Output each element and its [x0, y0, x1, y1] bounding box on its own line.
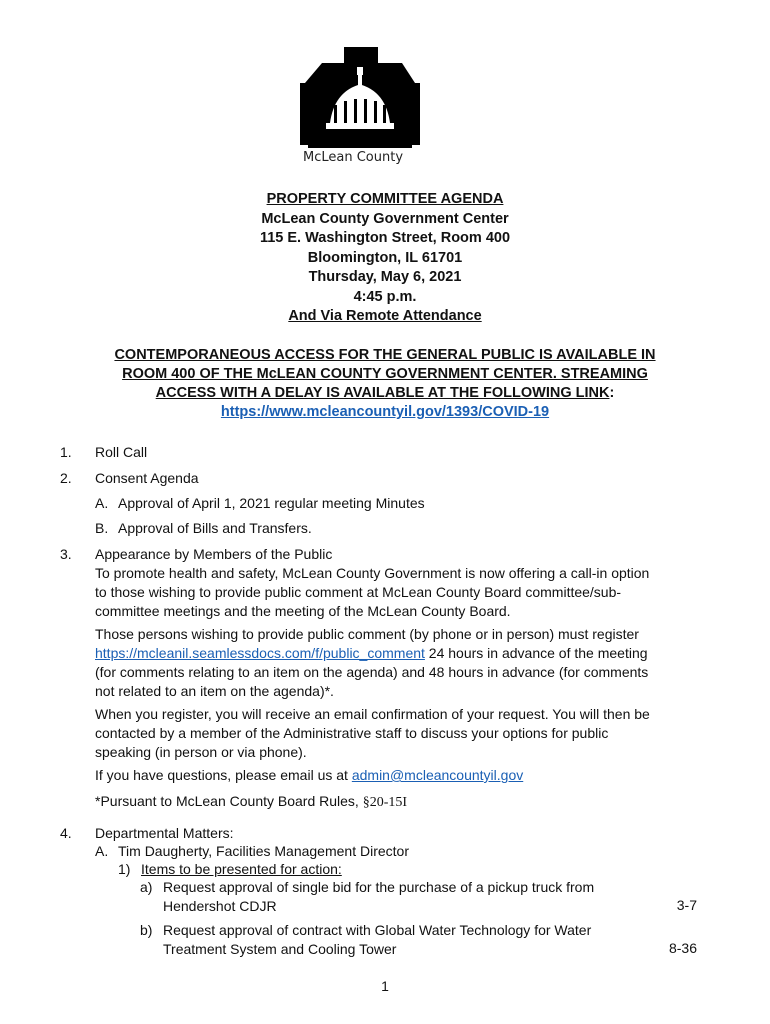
sub-text: Treatment System and Cooling Tower — [163, 941, 397, 957]
item-number: 3. — [60, 546, 72, 562]
sub-text: Request approval of single bid for the purchase of a pickup truck from — [163, 879, 595, 895]
action-item-b — [140, 921, 592, 957]
board-rule-ref: §20-15I — [362, 795, 408, 810]
text-line: When you register, you will receive an email confirmation of your request. You will then be — [95, 706, 650, 722]
agenda-header — [0, 190, 770, 327]
consent-sub-b — [95, 519, 312, 538]
item-label: Departmental Matters: — [95, 825, 234, 841]
page-number: 1 — [381, 978, 389, 994]
venue: McLean County Government Center — [261, 210, 509, 227]
item-number: 1. — [60, 444, 72, 460]
page-range-b: 8-36 — [668, 940, 697, 956]
sub-text: Approval of April 1, 2021 regular meeting Minutes — [118, 495, 425, 511]
sub-number: 1) — [118, 861, 131, 877]
sub-letter: A. — [95, 495, 109, 511]
public-paragraph-3 — [95, 705, 700, 762]
text-line: Those persons wishing to provide public comment (by phone or in person) must register — [95, 626, 639, 642]
public-paragraph-1 — [95, 564, 700, 621]
text-line: *Pursuant to McLean County Board Rules, — [95, 793, 363, 809]
text-line: (for comments relating to an item on the agenda) and 48 hours in advance (for comments — [95, 664, 649, 680]
access-line-2: ROOM 400 OF THE McLEAN COUNTY GOVERNMENT CENTER. STREAMING — [122, 366, 648, 382]
public-paragraph-4 — [95, 766, 700, 785]
action-item-a — [140, 878, 595, 914]
page-range-a: 3-7 — [676, 897, 697, 913]
sub-letter: a) — [140, 879, 153, 895]
consent-sub-a — [95, 494, 425, 513]
text-line: To promote health and safety, McLean County Government is now offering a call-in option — [95, 565, 650, 581]
departmental-sub-1 — [118, 860, 342, 879]
access-colon: : — [609, 385, 615, 401]
covid-link[interactable]: https://www.mcleancountyil.gov/1393/COVID-19 — [220, 404, 550, 420]
address: 115 E. Washington Street, Room 400 — [259, 230, 511, 246]
sub-letter: A. — [95, 843, 109, 859]
sub-letter: b) — [140, 922, 153, 938]
item-label: Roll Call — [95, 444, 148, 460]
agenda-title: PROPERTY COMMITTEE AGENDA — [266, 191, 504, 207]
text-line: not related to an item on the agenda)*. — [95, 683, 334, 699]
access-line-1: CONTEMPORANEOUS ACCESS FOR THE GENERAL PUBLIC IS AVAILABLE IN — [114, 347, 656, 363]
text-line: speaking (in person or via phone). — [95, 744, 307, 760]
departmental-sub-a — [95, 842, 409, 861]
sub-text: Items to be presented for action: — [141, 861, 342, 877]
item-label: Appearance by Members of the Public — [95, 546, 333, 562]
public-comment-link[interactable]: https://mcleanil.seamlessdocs.com/f/public_comment — [95, 645, 425, 661]
remote-attendance: And Via Remote Attendance — [288, 308, 482, 324]
access-line-3: ACCESS WITH A DELAY IS AVAILABLE AT THE FOLLOWING LINK — [155, 385, 610, 401]
meeting-date: Thursday, May 6, 2021 — [308, 269, 462, 285]
public-paragraph-2 — [95, 625, 700, 701]
text-line: contacted by a member of the Administrative staff to discuss your options for public — [95, 725, 609, 741]
logo-caption: McLean County — [303, 150, 404, 165]
text-line: If you have questions, please email us at — [95, 767, 352, 783]
text-line: to those wishing to provide public comment at McLean County Board committee/sub- — [95, 584, 622, 600]
text-line: 24 hours in advance of the meeting — [424, 645, 648, 661]
text-line: committee meetings and the meeting of the McLean County Board. — [95, 603, 511, 619]
city: Bloomington, IL 61701 — [307, 249, 463, 266]
sub-text: Tim Daugherty, Facilities Management Director — [118, 843, 409, 859]
access-notice — [75, 346, 695, 422]
sub-text: Approval of Bills and Transfers. — [118, 520, 312, 536]
item-number: 2. — [60, 470, 72, 486]
public-paragraph-5 — [95, 792, 700, 812]
meeting-time: 4:45 p.m. — [353, 288, 417, 305]
item-label: Consent Agenda — [95, 470, 199, 486]
item-number: 4. — [60, 825, 72, 841]
sub-text: Request approval of contract with Global Water Technology for Water — [163, 922, 592, 938]
sub-letter: B. — [95, 520, 109, 536]
sub-text: Hendershot CDJR — [163, 898, 277, 914]
admin-email-link[interactable]: admin@mcleancountyil.gov — [351, 767, 524, 783]
